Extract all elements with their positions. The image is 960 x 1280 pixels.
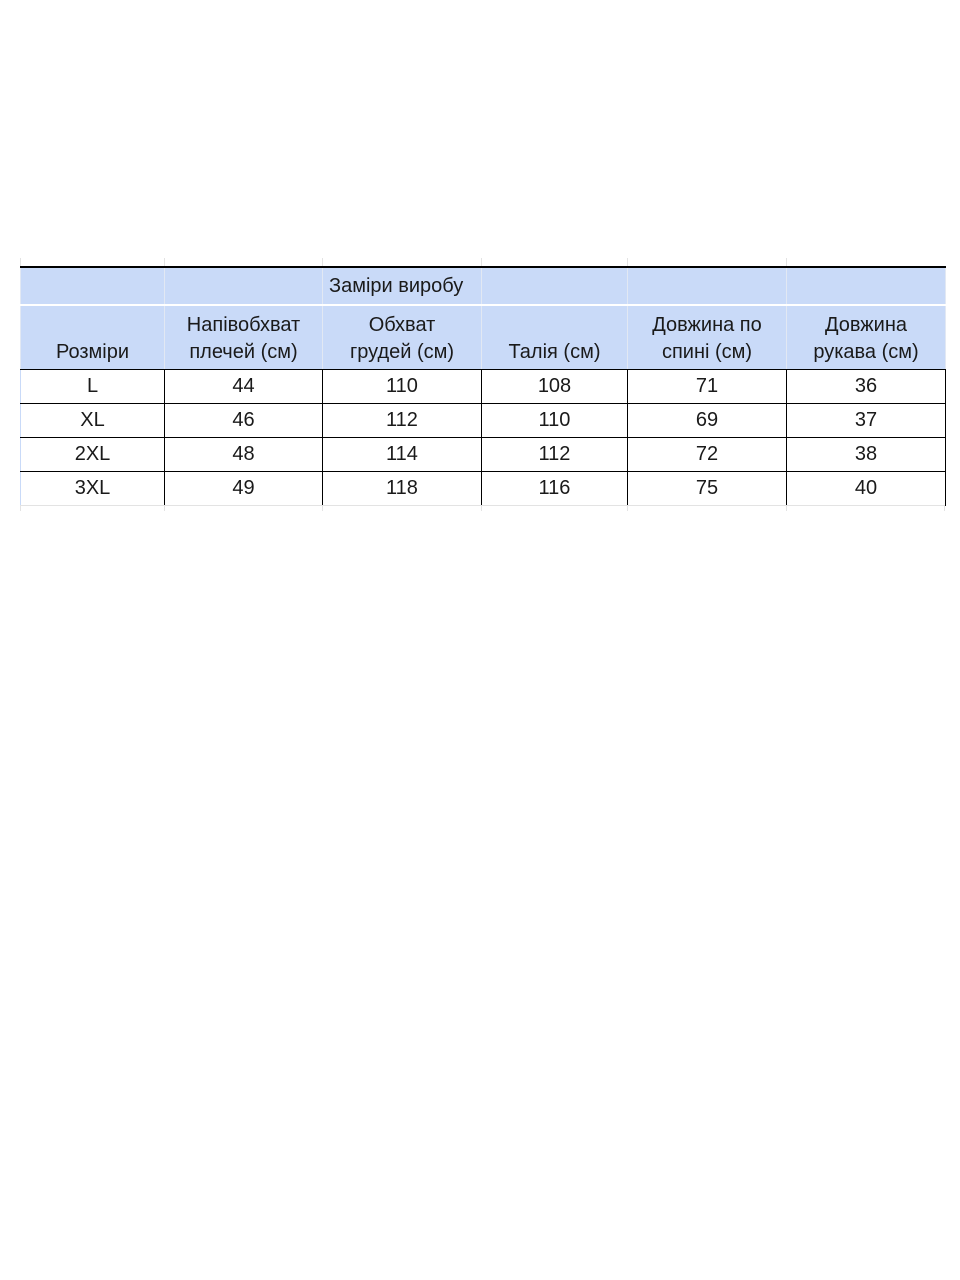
header-group-empty-cell	[165, 267, 323, 305]
header-group-empty-cell	[628, 267, 787, 305]
cell-sleeve-length: 40	[787, 472, 946, 506]
cell-chest: 112	[323, 404, 482, 438]
header-group-row	[21, 267, 946, 305]
header-group-empty-cell	[787, 267, 946, 305]
col-header-shoulders-line-1: Напівобхват	[186, 314, 301, 336]
grid-line	[20, 258, 21, 266]
cell-chest: 118	[323, 472, 482, 506]
grid-line	[944, 505, 945, 511]
header-group-empty-cell	[482, 267, 628, 305]
cell-waist: 112	[482, 438, 628, 472]
col-header-size-label: Розміри	[55, 341, 130, 363]
group-title-cell	[323, 267, 482, 305]
grid-line	[627, 505, 628, 511]
grid-line	[20, 505, 945, 506]
col-header-shoulders-line-2: плечей (см)	[189, 341, 298, 363]
grid-line	[786, 258, 787, 266]
cell-size: 2XL	[21, 438, 165, 472]
col-header-back-length	[628, 305, 787, 370]
cell-waist: 110	[482, 404, 628, 438]
col-header-waist-label: Талія (см)	[508, 341, 601, 363]
cell-waist: 116	[482, 472, 628, 506]
cell-chest: 110	[323, 370, 482, 404]
col-header-sleeve-length	[787, 305, 946, 370]
cell-back-length: 71	[628, 370, 787, 404]
table-row	[21, 404, 946, 438]
table-row	[21, 438, 946, 472]
cell-sleeve-length: 36	[787, 370, 946, 404]
grid-line	[481, 258, 482, 266]
col-header-back-length-line-1: Довжина по	[652, 314, 762, 336]
grid-line	[322, 505, 323, 511]
cell-size: 3XL	[21, 472, 165, 506]
group-title: Заміри виробу	[329, 274, 464, 297]
cell-back-length: 69	[628, 404, 787, 438]
col-header-shoulders	[165, 305, 323, 370]
col-header-back-length-line-2: спині (см)	[661, 341, 753, 363]
cell-back-length: 72	[628, 438, 787, 472]
grid-line	[481, 505, 482, 511]
col-header-chest	[323, 305, 482, 370]
cell-sleeve-length: 38	[787, 438, 946, 472]
cell-shoulders: 44	[165, 370, 323, 404]
grid-line	[627, 258, 628, 266]
cell-chest: 114	[323, 438, 482, 472]
cell-sleeve-length: 37	[787, 404, 946, 438]
cell-waist: 108	[482, 370, 628, 404]
cell-shoulders: 46	[165, 404, 323, 438]
cell-shoulders: 49	[165, 472, 323, 506]
header-group-empty-cell	[21, 267, 165, 305]
col-header-sleeve-length-line-2: рукава (см)	[813, 341, 919, 363]
size-chart-table	[20, 266, 946, 506]
table-row	[21, 370, 946, 404]
cell-back-length: 75	[628, 472, 787, 506]
col-header-sleeve-length-line-1: Довжина	[824, 314, 907, 336]
col-header-chest-line-1: Обхват	[368, 314, 436, 336]
col-header-chest-line-2: грудей (см)	[349, 341, 455, 363]
col-header-size	[21, 305, 165, 370]
grid-line	[322, 258, 323, 266]
col-header-waist	[482, 305, 628, 370]
grid-line	[786, 505, 787, 511]
grid-line	[164, 505, 165, 511]
grid-line	[20, 505, 21, 511]
header-columns-row	[21, 305, 946, 370]
cell-shoulders: 48	[165, 438, 323, 472]
cell-size: L	[21, 370, 165, 404]
cell-size: XL	[21, 404, 165, 438]
grid-line	[164, 258, 165, 266]
table-row	[21, 472, 946, 506]
